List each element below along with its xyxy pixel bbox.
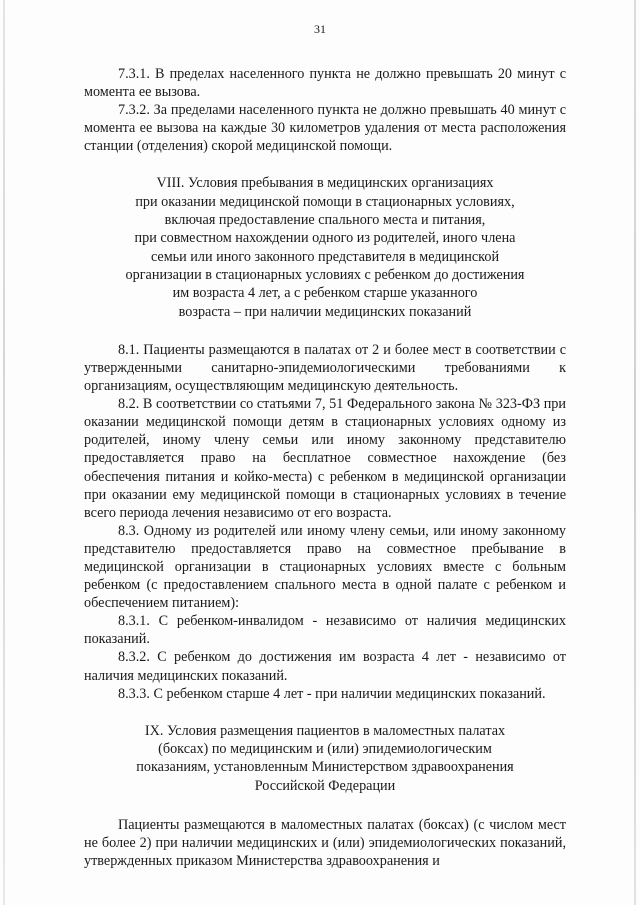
paragraph-ix-1: Пациенты размещаются в маломестных палатах (боксах) (с числом мест не более 2) при наличии медицинских и (или) эпидемиологических показаний, утвержденных приказом Министерства здравоохранения и <box>84 816 566 870</box>
paragraph-7-3-1: 7.3.1. В пределах населенного пункта не должно превышать 20 минут с момента ее вызова. <box>84 66 566 101</box>
paragraph-8-2: 8.2. В соответствии со статьями 7, 51 Федерального закона № 323-ФЗ при оказании медицинской помощи детям в стационарных условиях одному из родителей, иному члену семьи или иному законному представителю предоставляется право на бесплатное совместное нахождение (без обеспечения питания и койко-места) с ребенком в медицинской организации при оказании ему медицинской помощи в стационарных условиях в течение всего периода лечения независимо от его возраста. <box>84 396 566 521</box>
heading-line: семьи или иного законного представителя в медицинской <box>150 248 500 265</box>
heading-line: при оказании медицинской помощи в стационарных условиях, <box>135 193 515 210</box>
heading-line: при совместном нахождении одного из родителей, иного члена <box>134 230 516 247</box>
paragraph-8-3: 8.3. Одному из родителей или иному члену семьи, или иному законному представителю предоставляется право на совместное пребывание в медицинской организации в стационарных условиях вместе с больным ребенком (с предоставлением спального места в одной палате с ребенком и обеспечением питанием): <box>84 522 566 612</box>
paragraph-8-3-2: 8.3.2. С ребенком до достижения им возраста 4 лет - независимо от наличия медицинских показаний. <box>84 649 566 684</box>
scan-edge-left <box>3 0 5 905</box>
heading-line: IX. Условия размещения пациентов в маломестных палатах <box>144 722 506 739</box>
paragraph-8-1: 8.1. Пациенты размещаются в палатах от 2 и более мест в соответствии с утвержденными санитарно-эпидемиологическими требованиями к организациям, осуществляющим медицинскую деятельность. <box>84 341 566 395</box>
heading-line: (боксах) по медицинским и (или) эпидемиологическим <box>158 741 492 758</box>
paragraph-7-3-2: 7.3.2. За пределами населенного пункта не должно превышать 40 минут с момента ее вызова на каждые 30 километров удаления от места расположения станции (отделения) скорой медицинской помощи. <box>84 102 566 155</box>
document-body <box>84 65 566 870</box>
heading-line: возраста – при наличии медицинских показаний <box>178 303 472 320</box>
heading-line: включая предоставление спального места и питания, <box>164 212 486 229</box>
section-heading-viii <box>84 174 566 320</box>
paragraph-8-3-3: 8.3.3. С ребенком старше 4 лет - при наличии медицинских показаний. <box>118 685 546 702</box>
heading-line: организации в стационарных условиях с ребенком до достижения <box>125 266 525 283</box>
page-number: 31 <box>314 22 326 36</box>
paragraph-8-3-1: 8.3.1. С ребенком-инвалидом - независимо от наличия медицинских показаний. <box>84 613 566 648</box>
section-heading-ix <box>84 722 566 795</box>
heading-line: им возраста 4 лет, а с ребенком старше указанного <box>172 285 478 302</box>
heading-line: Российской Федерации <box>254 777 396 794</box>
heading-line: показаниям, установленным Министерством здравоохранения <box>136 759 514 776</box>
heading-line: VIII. Условия пребывания в медицинских организациях <box>156 175 494 192</box>
scan-edge-right <box>634 0 636 905</box>
